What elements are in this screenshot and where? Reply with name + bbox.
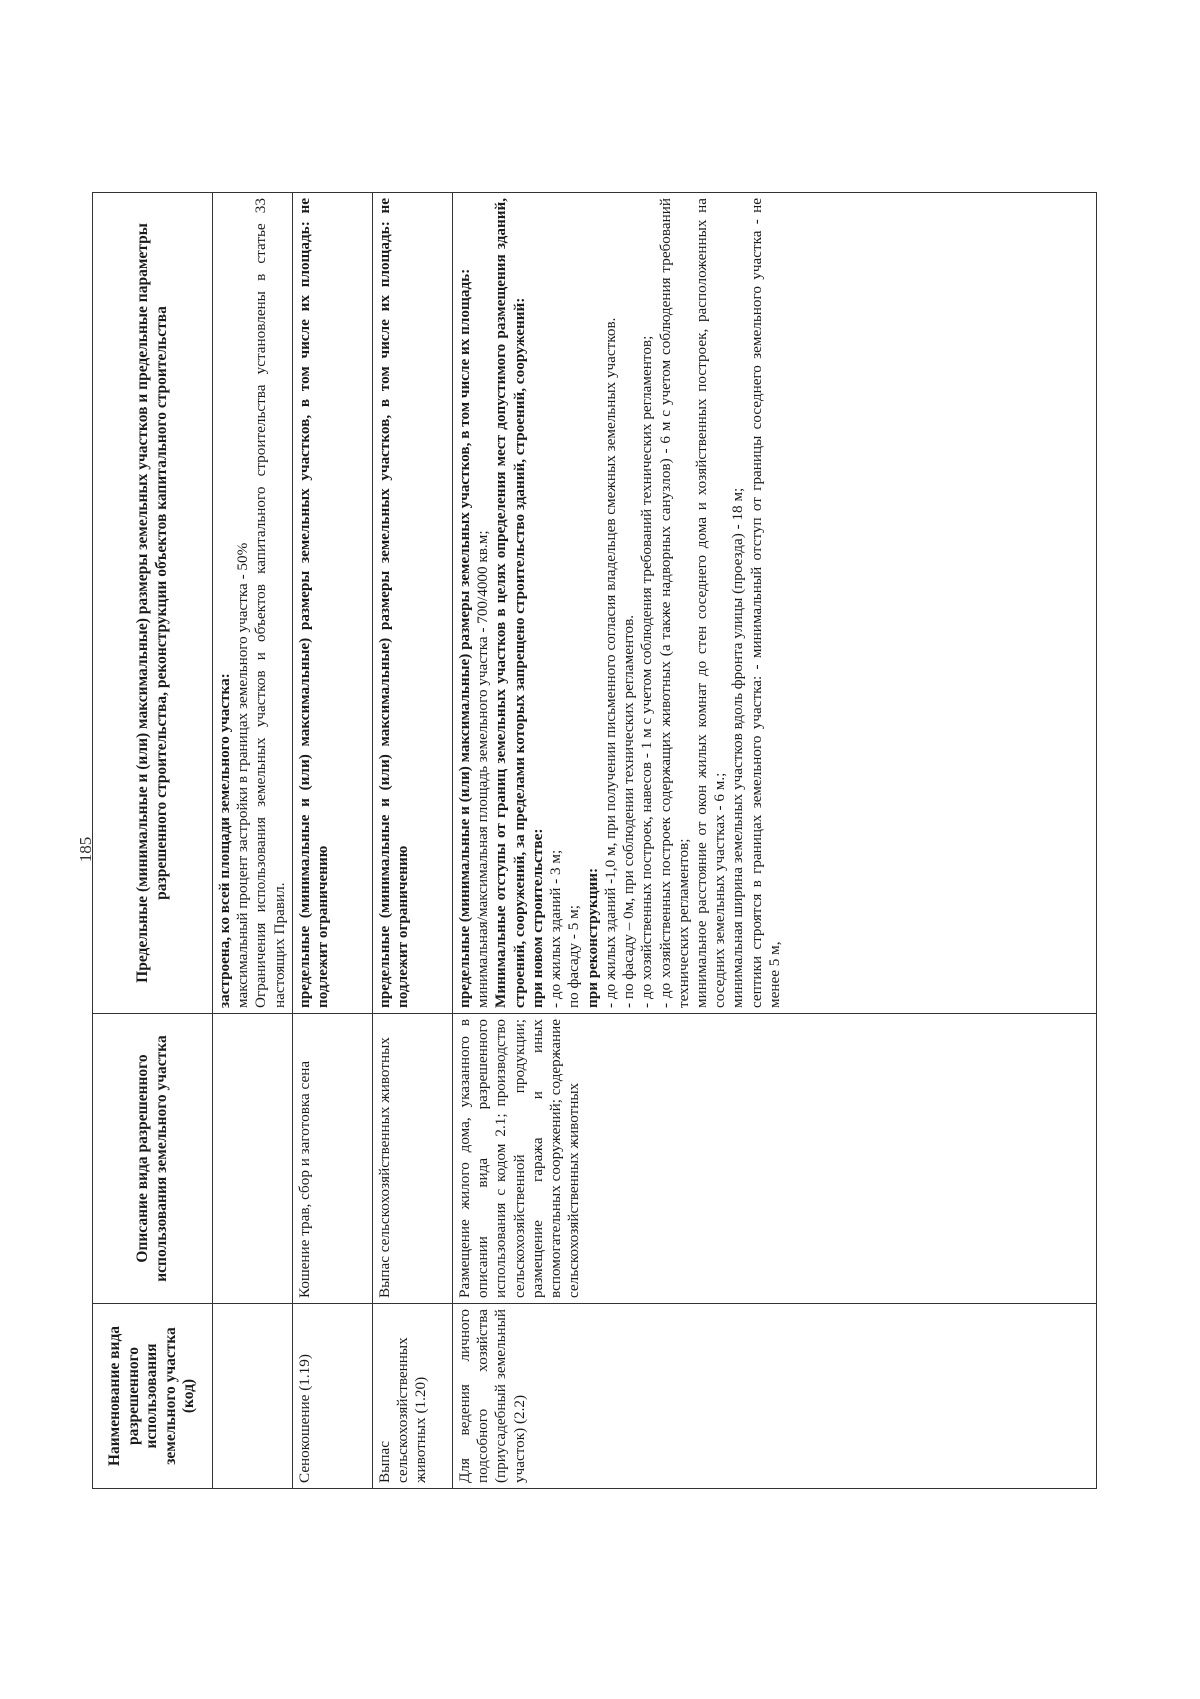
param-line: максимальный процент застройки в границах земельного участка - 50% bbox=[234, 542, 252, 1008]
param-line: минимальная ширина земельных участков вдоль фронта улицы (проезда) - 18 м; bbox=[729, 487, 747, 1008]
cell-description bbox=[213, 1014, 293, 1304]
param-line: Ограничения использования земельных участков и объектов капитального строительства установлены в статье 33 настоящих Правил. bbox=[252, 198, 288, 1008]
param-line: - до хозяйственных построек содержащих животных (а также надворных санузлов) - 6 м с учетом соблюдения требований технических регламентов; bbox=[656, 198, 692, 1008]
table-row bbox=[372, 193, 452, 1489]
table-row bbox=[292, 193, 372, 1489]
cell-description: Кошение трав, сбор и заготовка сена bbox=[292, 1014, 372, 1304]
param-line: по фасаду - 5 м; bbox=[565, 905, 583, 1008]
param-line: минимальное расстояние от окон жилых комнат до стен соседнего дома и хозяйственных построек, расположенных на соседних земельных участках - 6 м.; bbox=[692, 198, 729, 1008]
cell-parameters: предельные (минимальные и (или) максимальные) размеры земельных участков, в том числе их площадь: не подлежит ограничению bbox=[292, 193, 372, 1014]
header-limit-parameters: Предельные (минимальные и (или) максимальные) размеры земельных участков и предельные параметры разрешенного строительства, реконструкции объектов капитального строительства bbox=[93, 193, 213, 1014]
param-line: предельные (минимальные и (или) максимальные) размеры земельных участков, в том числе их площадь: bbox=[455, 268, 473, 1008]
param-line: застроена, ко всей площади земельного участка: bbox=[216, 673, 233, 1008]
cell-description: Выпас сельскохозяйственных животных bbox=[372, 1014, 452, 1304]
cell-land-use-name bbox=[213, 1304, 293, 1489]
param-line: при новом строительстве: bbox=[528, 828, 546, 1008]
table-header-row bbox=[93, 193, 213, 1489]
param-line: Минимальные отступы от границ земельных участков в целях определения мест допустимого размещения зданий, строений, сооружений, за пределами которых запрещено строительство зданий, строений, сооружений: bbox=[492, 198, 528, 1008]
param-line: - до хозяйственных построек, навесов - 1 м с учетом соблюдения требований технических регламентов; bbox=[638, 335, 656, 1008]
cell-parameters: предельные (минимальные и (или) максимальные) размеры земельных участков, в том числе их площадь: не подлежит ограничению bbox=[372, 193, 452, 1014]
table-row bbox=[213, 193, 293, 1489]
param-line: - по фасаду – 0м, при соблюдении технических регламентов. bbox=[620, 614, 638, 1008]
zoning-regulations-table bbox=[92, 192, 1097, 1489]
cell-land-use-name: Для ведения личного подсобного хозяйства (приусадебный земельный участок) (2.2) bbox=[452, 1304, 1096, 1489]
param-line: минимальная/максимальная площадь земельного участка - 700/4000 кв.м; bbox=[474, 530, 492, 1008]
cell-land-use-name: Сенокошение (1.19) bbox=[292, 1304, 372, 1489]
header-land-use-name: Наименование вида разрешенного использования земельного участка (код) bbox=[93, 1304, 213, 1489]
cell-land-use-name: Выпас сельскохозяйственных животных (1.20) bbox=[372, 1304, 452, 1489]
page-number: 185 bbox=[76, 836, 95, 863]
cell-description: Размещение жилого дома, указанного в описании вида разрешенного использования с кодом 2.1; производство сельскохозяйственной продукции; размещение гаража и иных вспомогательных сооружений; содержание сельскохозяйственных животных bbox=[452, 1014, 1096, 1304]
table-row bbox=[452, 193, 1096, 1489]
param-line: при реконструкции: bbox=[583, 867, 601, 1008]
header-land-use-description: Описание вида разрешенного использования земельного участка bbox=[93, 1014, 213, 1304]
param-line: - до жилых зданий -1,0 м, при получении письменного согласия владельцев смежных земельных участков. bbox=[601, 317, 619, 1008]
param-line: септики строятся в границах земельного участка: - минимальный отступ от границы соседнего земельного участка - не менее 5 м, bbox=[747, 198, 783, 1008]
cell-parameters bbox=[452, 193, 1096, 1014]
param-line: - до жилых зданий - 3 м; bbox=[547, 849, 565, 1008]
cell-parameters bbox=[213, 193, 293, 1014]
